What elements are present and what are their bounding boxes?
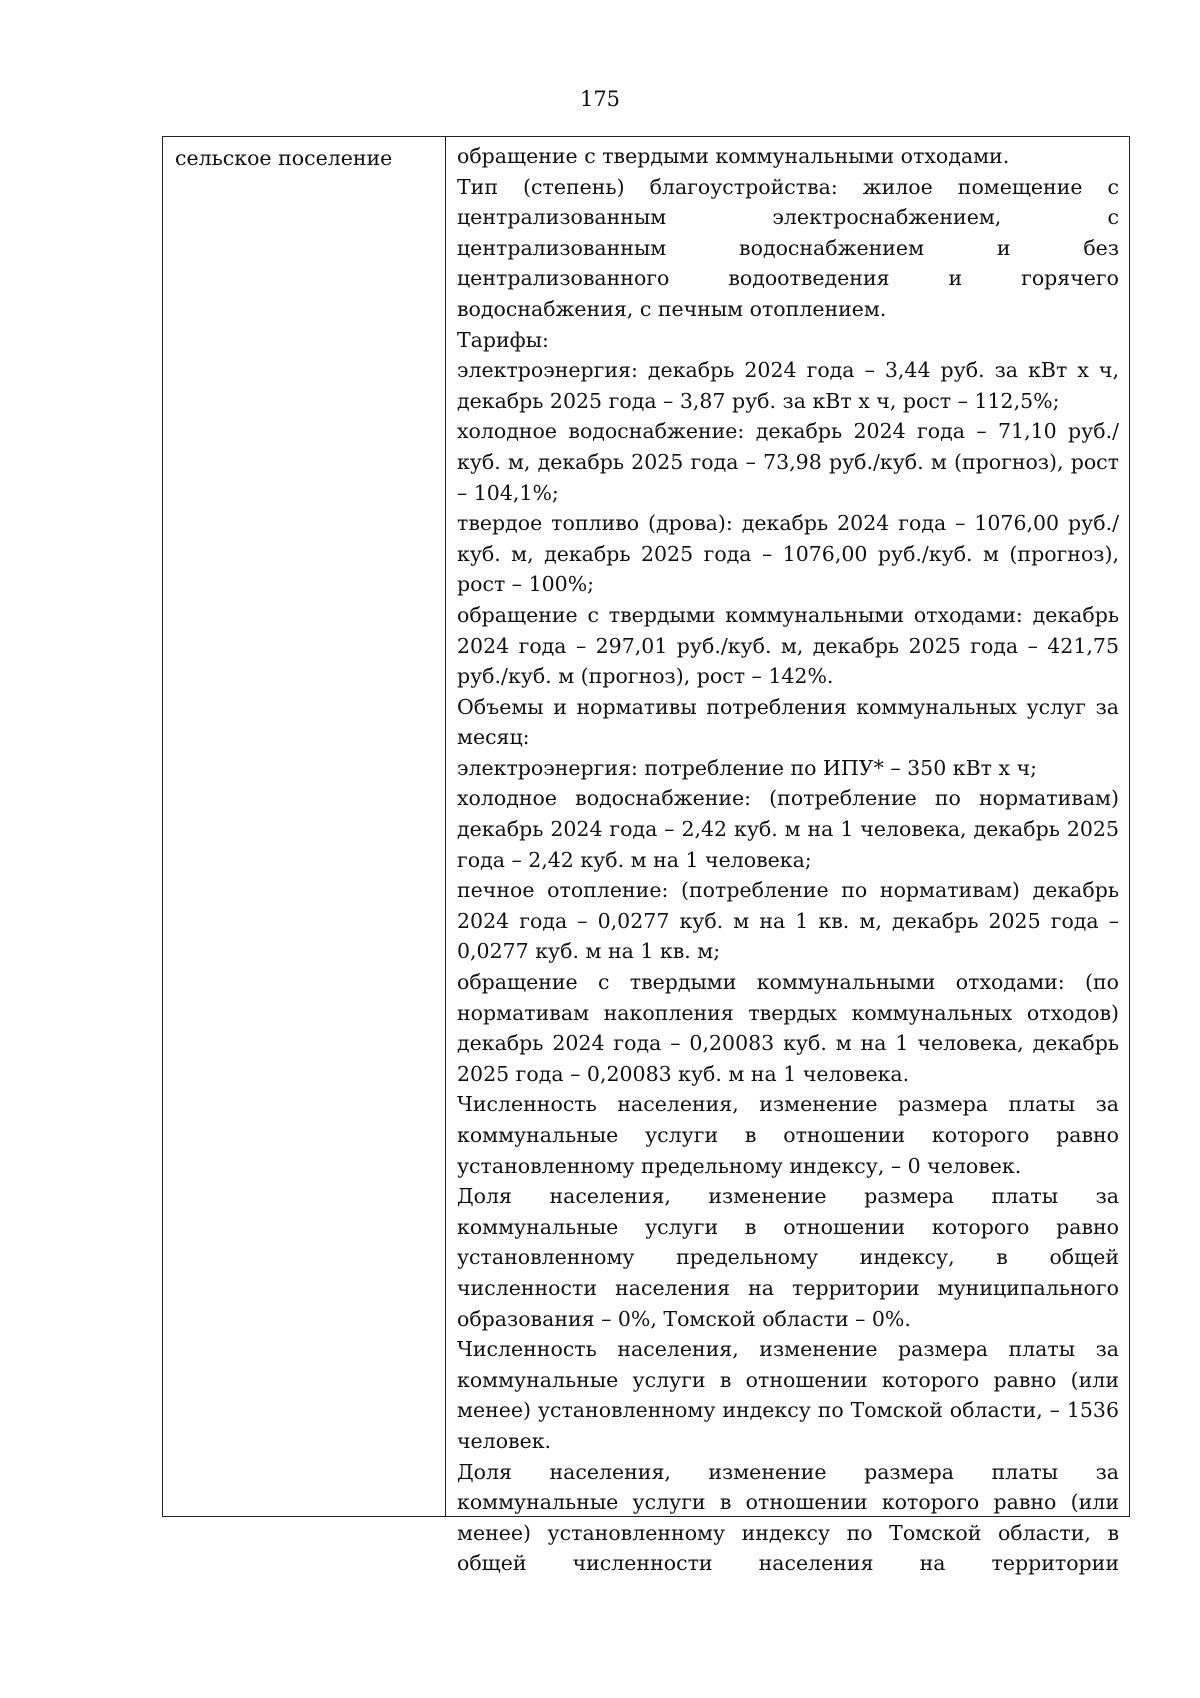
paragraph-volume-stove-heating: печное отопление: (потребление по нормативам) декабрь 2024 года – 0,0277 куб. м на 1 кв. м, декабрь 2025 года – 0,0277 куб. м на 1 кв. м; [457, 878, 1119, 964]
paragraph-share-regional-index: Доля населения, изменение размера платы за коммунальные услуги в отношении которого равно (или менее) установленному индексу по Томской области, в общей численности населения на территории [457, 1459, 1119, 1576]
paragraph-tariff-waste: обращение с твердыми коммунальными отходами: декабрь 2024 года – 297,01 руб./куб. м, декабрь 2025 года – 421,75 руб./куб. м (прогноз), рост – 142%. [457, 602, 1119, 689]
paragraph-tariff-solid-fuel: твердое топливо (дрова): декабрь 2024 года – 1076,00 руб./куб. м, декабрь 2025 года – 1076,00 руб./куб. м (прогноз), рост – 100%; [457, 511, 1119, 597]
paragraph-volume-cold-water: холодное водоснабжение: (потребление по нормативам) декабрь 2024 года – 2,42 куб. м на 1 человека, декабрь 2025 года – 2,42 куб. м на 1 человека; [457, 786, 1119, 872]
paragraph-volumes-heading: Объемы и нормативы потребления коммунальных услуг за месяц: [457, 694, 1119, 750]
paragraph-population-regional-index: Численность населения, изменение размера платы за коммунальные услуги в отношении которого равно (или менее) установленному индексу по Томской области, – 1536 человек. [457, 1337, 1119, 1453]
paragraph-tariff-electricity: электроэнергия: декабрь 2024 года – 3,44 руб. за кВт х ч, декабрь 2025 года – 3,87 руб. за кВт х ч, рост – 112,5%; [457, 358, 1119, 413]
paragraph-share-limit-index: Доля населения, изменение размера платы за коммунальные услуги в отношении которого равно установленному предельному индексу, в общей численности населения на территории муниципального образования – 0%, Томской области – 0%. [457, 1184, 1119, 1331]
paragraph-population-limit-index: Численность населения, изменение размера платы за коммунальные услуги в отношении которого равно установленному предельному индексу, – 0 человек. [457, 1092, 1119, 1178]
paragraph-volume-waste: обращение с твердыми коммунальными отходами: (по нормативам накопления твердых коммунальных отходов) декабрь 2024 года – 0,20083 куб. м на 1 человека, декабрь 2025 года – 0,20083 куб. м на 1 человека. [457, 970, 1119, 1086]
document-table [162, 136, 1130, 1576]
settlement-type-text: сельское поселение [175, 146, 393, 170]
paragraph-waste-continuation: обращение с твердыми коммунальными отходами. [457, 144, 1010, 168]
page-number: 175 [579, 87, 621, 111]
paragraph-tariff-cold-water: холодное водоснабжение: декабрь 2024 года – 71,10 руб./куб. м, декабрь 2025 года – 73,98 руб./куб. м (прогноз), рост – 104,1%; [457, 419, 1119, 505]
table-cell-settlement-type [163, 137, 446, 1516]
paragraph-tariffs-heading: Тарифы: [457, 327, 549, 352]
paragraph-amenity-type: Тип (степень) благоустройства: жилое помещение с централизованным электроснабжением, с централизованным водоснабжением и без централизованного водоотведения и горячего водоснабжения, с печным отоплением. [457, 174, 1119, 321]
table-cell-description [446, 137, 1129, 1576]
paragraph-volume-electricity: электроэнергия: потребление по ИПУ* – 350 кВт х ч; [457, 755, 1038, 780]
